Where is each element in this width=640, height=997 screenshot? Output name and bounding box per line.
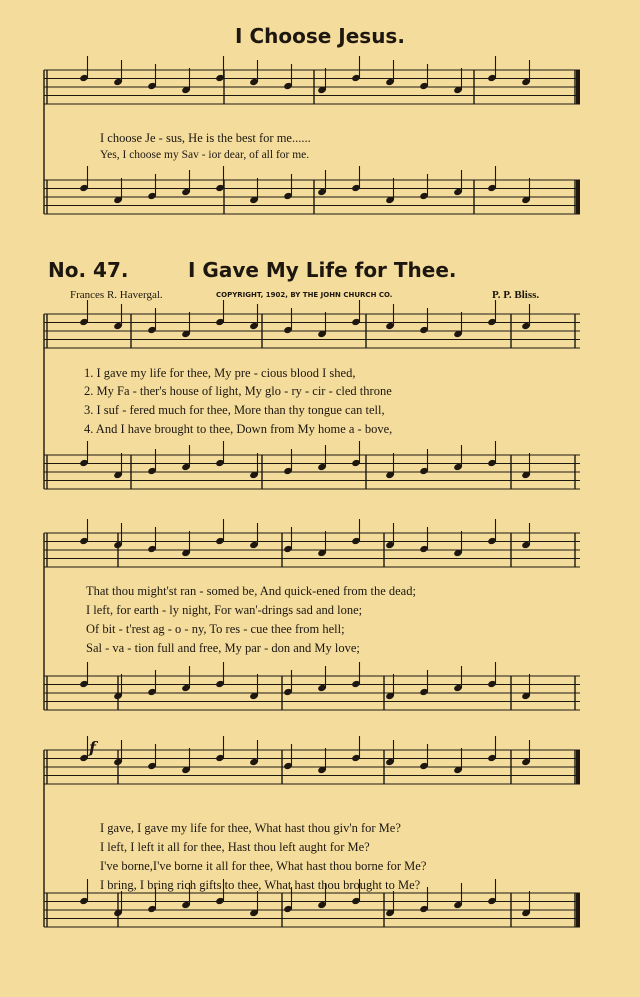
verse-4-line: 4. And I have brought to thee, Down from My home a - bove, bbox=[84, 422, 393, 436]
dynamic-marking: f bbox=[89, 738, 96, 757]
verse-2-line: I left, I left it all for thee, Hast thou left aught for Me? bbox=[100, 840, 370, 854]
hymn-title-choose-jesus: I Choose Jesus. bbox=[235, 24, 405, 48]
verse-3-line: 3. I suf - fered much for thee, More than thy tongue can tell, bbox=[84, 403, 385, 417]
lyric-line: I choose Je - sus, He is the best for me...... bbox=[100, 131, 311, 145]
lyric-line: Yes, I choose my Sav - ior dear, of all for me. bbox=[100, 149, 310, 161]
verse-3-line: I've borne,I've borne it all for thee, What hast thou borne for Me? bbox=[100, 859, 427, 873]
verse-4-line: Sal - va - tion full and free, My par - don and My love; bbox=[86, 641, 360, 655]
verse-2-line: 2. My Fa - ther's house of light, My glo - ry - cir - cled throne bbox=[84, 384, 392, 398]
verse-1-line: That thou might'st ran - somed be, And quick-ened from the dead; bbox=[86, 584, 416, 598]
lyricist-credit: Frances R. Havergal. bbox=[70, 289, 163, 301]
verse-1-line: I gave, I gave my life for thee, What hast thou giv'n for Me? bbox=[100, 821, 401, 835]
verse-1-line: 1. I gave my life for thee, My pre - cious blood I shed, bbox=[84, 366, 356, 380]
verse-3-line: Of bit - t'rest ag - o - ny, To res - cue thee from hell; bbox=[86, 622, 345, 636]
hymn-title: I Gave My Life for Thee. bbox=[188, 258, 457, 282]
copyright-notice: COPYRIGHT, 1902, BY THE JOHN CHURCH CO. bbox=[216, 291, 393, 299]
verse-4-line: I bring, I bring rich gifts to thee, What hast thou brought to Me? bbox=[100, 878, 421, 892]
hymn-number: No. 47. bbox=[48, 258, 129, 282]
verse-2-line: I left, for earth - ly night, For wan'-drings sad and lone; bbox=[86, 603, 363, 617]
composer-credit: P. P. Bliss. bbox=[492, 289, 540, 301]
